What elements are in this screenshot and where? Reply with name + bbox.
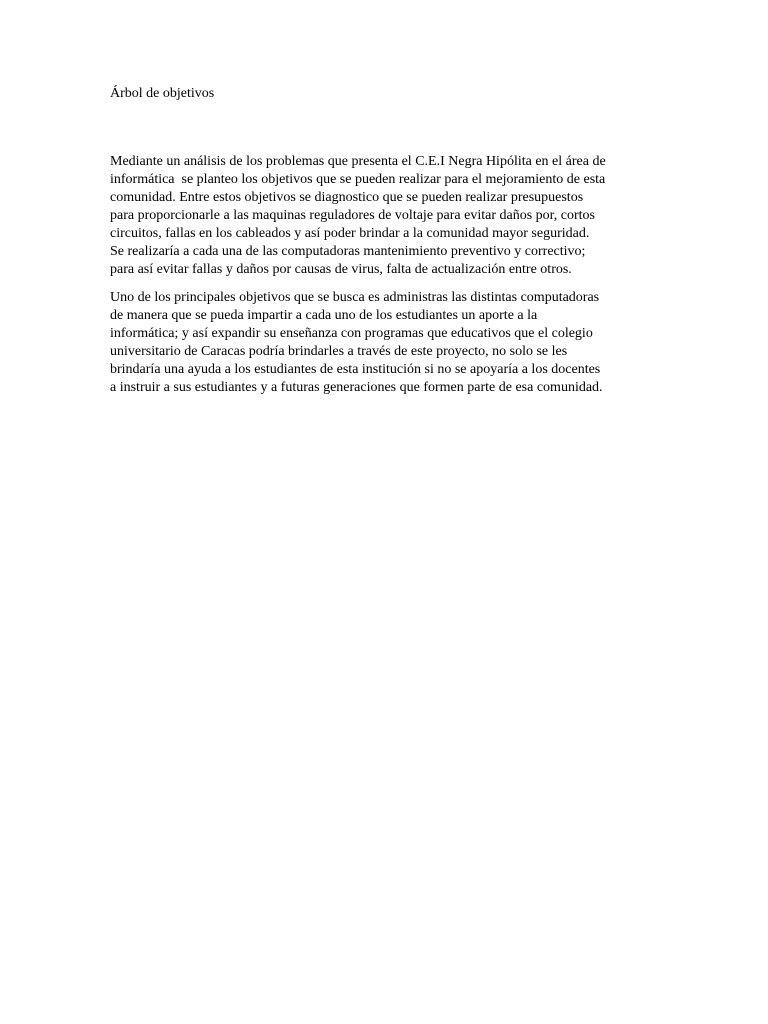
paragraph-line: para así evitar fallas y daños por causas de virus, falta de actualización entre otros. [110, 262, 572, 277]
paragraph-line: de manera que se pueda impartir a cada uno de los estudiantes un aporte a la [110, 308, 538, 323]
paragraph-1 [110, 153, 606, 279]
paragraph-line: Mediante un análisis de los problemas que presenta el C.E.I Negra Hipólita en el área de [110, 154, 606, 169]
paragraph-line: informática; y así expandir su enseñanza con programas que educativos que el colegio [110, 326, 593, 341]
paragraph-line: a instruir a sus estudiantes y a futuras generaciones que formen parte de esa comunidad. [110, 380, 603, 395]
paragraph-2 [110, 289, 603, 397]
paragraph-line: informática se planteo los objetivos que se pueden realizar para el mejoramiento de esta [110, 172, 606, 187]
paragraph-line: Se realizaría a cada una de las computadoras mantenimiento preventivo y correctivo; [110, 244, 586, 259]
paragraph-line: circuitos, fallas en los cableados y así poder brindar a la comunidad mayor seguridad. [110, 226, 590, 241]
paragraph-line: brindaría una ayuda a los estudiantes de esta institución si no se apoyaría a los docentes [110, 362, 601, 377]
paragraph-line: comunidad. Entre estos objetivos se diagnostico que se pueden realizar presupuestos [110, 190, 584, 205]
document-title: Árbol de objetivos [110, 86, 215, 101]
paragraph-line: para proporcionarle a las maquinas reguladores de voltaje para evitar daños por, cortos [110, 208, 595, 223]
paragraph-line: universitario de Caracas podría brindarles a través de este proyecto, no solo se les [110, 344, 568, 359]
paragraph-line: Uno de los principales objetivos que se busca es administras las distintas computadoras [110, 290, 600, 305]
